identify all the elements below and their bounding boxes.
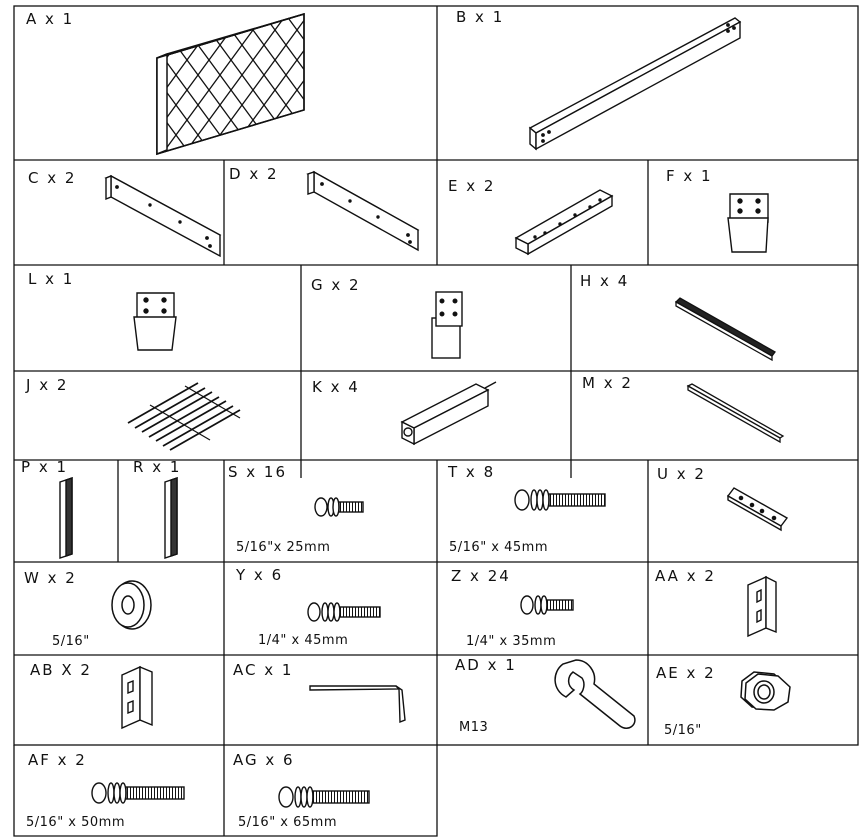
label-g: G x 2 [311,276,361,294]
label-e: E x 2 [448,177,496,195]
label-ac: AC x 1 [233,661,294,679]
label-ag: AG x 6 [233,751,295,769]
label-h: H x 4 [580,272,630,290]
size-af: 5/16" x 50mm [26,815,125,830]
part-ac-allen-key [310,686,405,722]
size-ae: 5/16" [664,723,702,738]
part-m-rod [688,384,783,442]
label-w: W x 2 [24,569,77,587]
size-z: 1/4" x 35mm [466,634,557,649]
part-w-washer [112,581,151,629]
label-l: L x 1 [28,270,75,288]
part-c-board [106,176,220,256]
part-aa-bracket [748,577,776,636]
part-ad-wrench [555,660,635,728]
label-ad: AD x 1 [455,656,517,674]
label-aa: AA x 2 [655,567,716,585]
part-f-bracket [728,194,768,252]
size-w: 5/16" [52,634,90,649]
part-a-headboard [157,14,304,154]
label-u: U x 2 [657,465,706,483]
part-t-bolt [515,490,605,510]
part-r-bar [165,478,177,558]
size-y: 1/4" x 45mm [258,633,349,648]
part-k-leg [402,382,496,444]
label-d: D x 2 [229,165,279,183]
label-y: Y x 6 [236,566,284,584]
part-ae-nut [741,672,790,710]
label-ae: AE x 2 [656,664,716,682]
label-s: S x 16 [228,463,288,481]
label-c: C x 2 [28,169,77,187]
label-j: J x 2 [26,376,69,394]
label-ab: AB X 2 [30,661,92,679]
part-s-bolt [315,498,363,516]
part-g-plate [432,292,462,358]
part-j-slats [128,383,240,450]
label-r: R x 1 [133,458,182,476]
size-s: 5/16"x 25mm [236,540,331,555]
part-af-bolt [92,783,184,803]
size-ad: M13 [459,720,489,735]
part-ag-bolt [279,787,369,807]
label-m: M x 2 [582,374,633,392]
label-b: B x 1 [456,8,505,26]
part-l-bracket [134,293,176,350]
part-ab-bracket [122,667,152,728]
part-d-board [308,172,418,250]
part-z-bolt [521,596,573,614]
part-u-plate [728,488,787,530]
part-e-beam [516,190,612,254]
label-t: T x 8 [448,463,496,481]
label-k: K x 4 [312,378,360,396]
part-y-bolt [308,603,380,621]
label-af: AF x 2 [28,751,87,769]
size-t: 5/16" x 45mm [449,540,548,555]
part-b-rail [530,18,740,149]
label-p: P x 1 [21,458,69,476]
part-h-slat-rail [676,298,775,360]
part-p-bar [60,478,72,558]
label-f: F x 1 [666,167,713,185]
label-z: Z x 24 [451,567,511,585]
size-ag: 5/16" x 65mm [238,815,337,830]
label-a: A x 1 [26,10,75,28]
